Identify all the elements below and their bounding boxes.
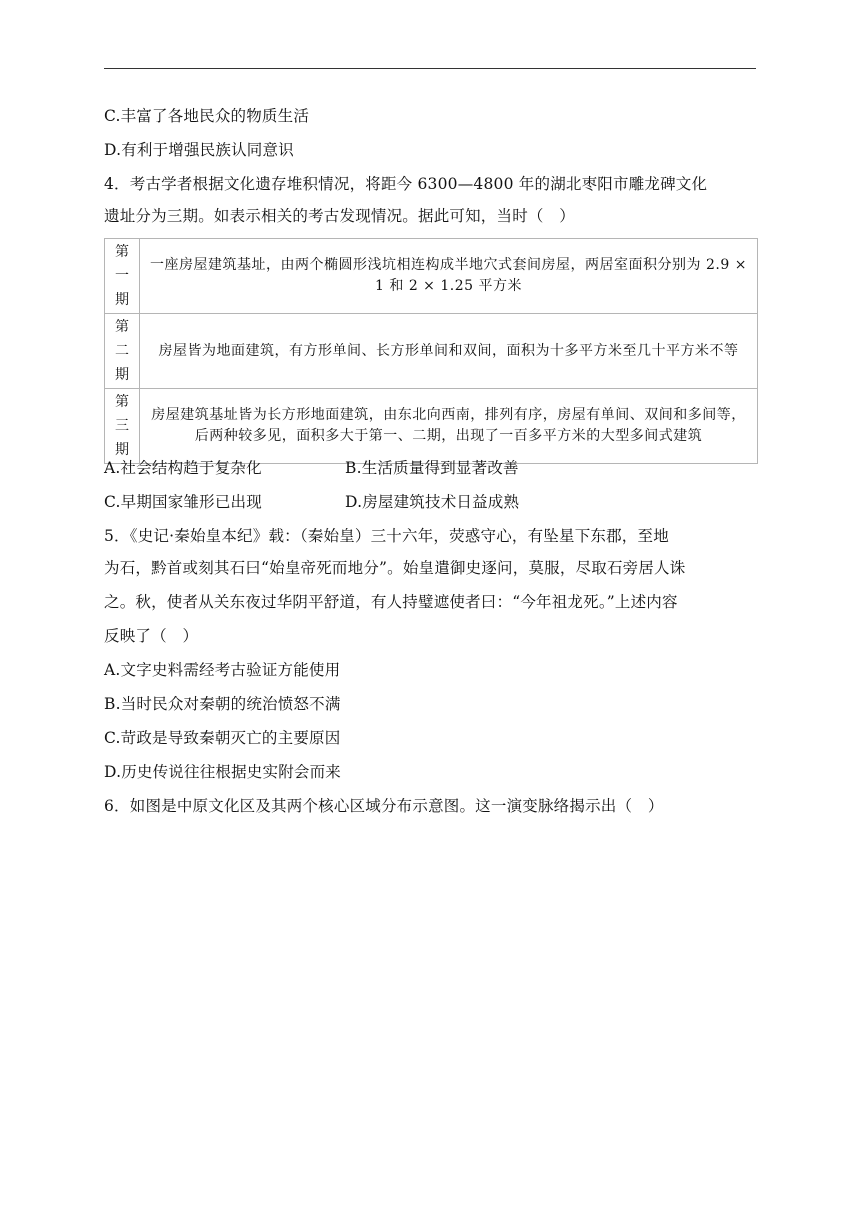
q5-option-a[interactable]: A.文字史料需经考古验证方能使用 [104, 661, 341, 679]
phase-char: 期 [115, 292, 129, 308]
q5-stem-line2: 为石，黔首或刻其石曰“始皇帝死而地分”。始皇遣御史逐问，莫服，尽取石旁居人诛 [104, 559, 686, 577]
q4-option-a[interactable]: A.社会结构趋于复杂化 [104, 459, 262, 477]
q4-option-c[interactable]: C.早期国家雏形已出现 [104, 493, 262, 511]
q4-options-row-1 [104, 458, 754, 478]
phase-char: 第 [115, 319, 129, 335]
phase-char: 二 [115, 343, 129, 359]
phase-cell [105, 389, 140, 464]
header-rule [104, 68, 756, 69]
table-row [105, 314, 758, 389]
phase-char: 三 [115, 418, 129, 434]
q5-stem-line1: 5．《史记·秦始皇本纪》载：（秦始皇）三十六年，荧惑守心，有坠星下东郡，至地 [104, 527, 669, 545]
table-row [105, 389, 758, 464]
q5-option-b[interactable]: B.当时民众对秦朝的统治愤怒不满 [104, 695, 341, 713]
phase-char: 一 [115, 268, 129, 284]
table-row [105, 239, 758, 314]
phase-cell [105, 239, 140, 314]
phase-char: 第 [115, 394, 129, 410]
phase-cell [105, 314, 140, 389]
q4-option-d[interactable]: D.房屋建筑技术日益成熟 [345, 493, 520, 511]
phase-description: 房屋皆为地面建筑，有方形单间、长方形单间和双间，面积为十多平方米至几十平方米不等 [140, 314, 758, 389]
q4-options-row-2 [104, 492, 754, 512]
q3-option-c[interactable]: C.丰富了各地民众的物质生活 [104, 107, 310, 125]
q4-stem-line1: 4．考古学者根据文化遗存堆积情况，将距今 6300—4800 年的湖北枣阳市雕龙碑文化 [104, 175, 708, 193]
q4-option-b[interactable]: B.生活质量得到显著改善 [345, 459, 519, 477]
q5-option-d[interactable]: D.历史传说往往根据史实附会而来 [104, 763, 342, 781]
q5-stem-line4: 反映了（ ） [104, 627, 199, 645]
q5-stem-line3: 之。秋，使者从关东夜过华阴平舒道，有人持璧遮使者曰：“今年祖龙死。”上述内容 [104, 593, 678, 611]
phase-char: 期 [115, 367, 129, 383]
q4-archaeology-table [104, 238, 758, 464]
phase-char: 第 [115, 244, 129, 260]
q3-option-d[interactable]: D.有利于增强民族认同意识 [104, 141, 294, 159]
phase-description: 房屋建筑基址皆为长方形地面建筑，由东北向西南，排列有序，房屋有单间、双间和多间等，后两种较多见，面积多大于第一、二期，出现了一百多平方米的大型多间式建筑 [140, 389, 758, 464]
q4-stem-line2: 遗址分为三期。如表示相关的考古发现情况。据此可知，当时（ ） [104, 207, 576, 225]
phase-char: 期 [115, 442, 129, 458]
phase-description: 一座房屋建筑基址，由两个椭圆形浅坑相连构成半地穴式套间房屋，两居室面积分别为 2.9 × 1 和 2 × 1.25 平方米 [140, 239, 758, 314]
q6-stem-line1: 6．如图是中原文化区及其两个核心区域分布示意图。这一演变脉络揭示出（ ） [104, 797, 664, 815]
q5-option-c[interactable]: C.苛政是导致秦朝灭亡的主要原因 [104, 729, 341, 747]
